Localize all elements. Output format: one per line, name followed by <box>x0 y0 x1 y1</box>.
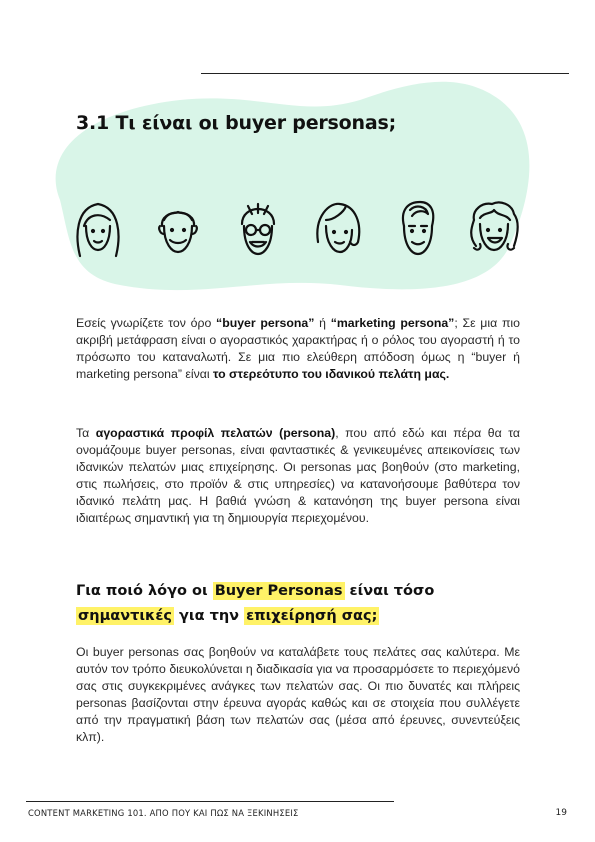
section-title: 3.1 Τι είναι οι buyer personas; <box>76 112 396 134</box>
paragraph-buyer-profiles: Τα αγοραστικά προφίλ πελατών (persona), που από εδώ και πέρα θα τα ονομάζουμε buyer personas, είναι φανταστικές & γενικευμένες απεικονίσεις των ιδανικών πελατών μιας επιχείρησης. Οι personas μας βοηθούν (στο marketing, στις πωλήσεις, στο προϊόν & στις υπηρεσίες) να κατανοήσουμε βαθύτερα τον ιδανικό πελάτη μας. Η βαθιά γνώση & κατανόηση της buyer persona είναι ιδιαιτέρως σημαντική για τη δημιουργία περιεχομένου. <box>76 426 521 525</box>
persona-illustrations <box>70 196 530 266</box>
older-man-icon <box>150 196 206 260</box>
paragraph-definition: Εσείς γνωρίζετε τον όρο “buyer persona” ή “marketing persona”; Σε μια πιο ακριβή μετάφραση είναι ο αγοραστικός χαρακτήρας ή ο ρόλος του αγοραστή ή το πρόσωπο του καταναλωτή. Σε μια πιο ελεύθερη απόδοση όμως η “buyer ή marketing persona” είναι το στερεότυπο του ιδανικού πελάτη μας. <box>76 316 520 381</box>
subheading-why-important: Για ποιό λόγο οι Buyer Personas είναι τόσο σημαντικές για την επιχείρησή σας; <box>76 583 435 624</box>
woman-bob-hair-icon <box>310 196 366 260</box>
woman-long-hair-icon <box>70 196 126 260</box>
woman-curly-hair-icon <box>466 196 522 260</box>
man-with-glasses-icon <box>230 196 286 260</box>
footer-title: CONTENT MARKETING 101. ΑΠΟ ΠΟΥ ΚΑΙ ΠΩΣ ΝΑ ΞΕΚΙΝΗΣΕΙΣ <box>28 808 299 818</box>
paragraph-benefits: Οι buyer personas σας βοηθούν να καταλάβετε τους πελάτες σας καλύτερα. Με αυτόν τον τρόπο διευκολύνεται η διαδικασία για να προσαρμόσετε το περιεχόμενό σας στις συγκεκριμένες ανάγκες των πελατών σας. Οι πιο δυνατές και πλήρεις personas βασίζονται στην έρευνα αγοράς καθώς και σε στοιχεία που συλλέγετε από την πραγματική βάση των πελατών σας (μέσα από έρευνες, συνεντεύξεις κλπ). <box>76 645 520 744</box>
page-number: 19 <box>555 808 567 818</box>
man-quiff-icon <box>390 196 446 260</box>
footer-rule <box>26 801 394 802</box>
